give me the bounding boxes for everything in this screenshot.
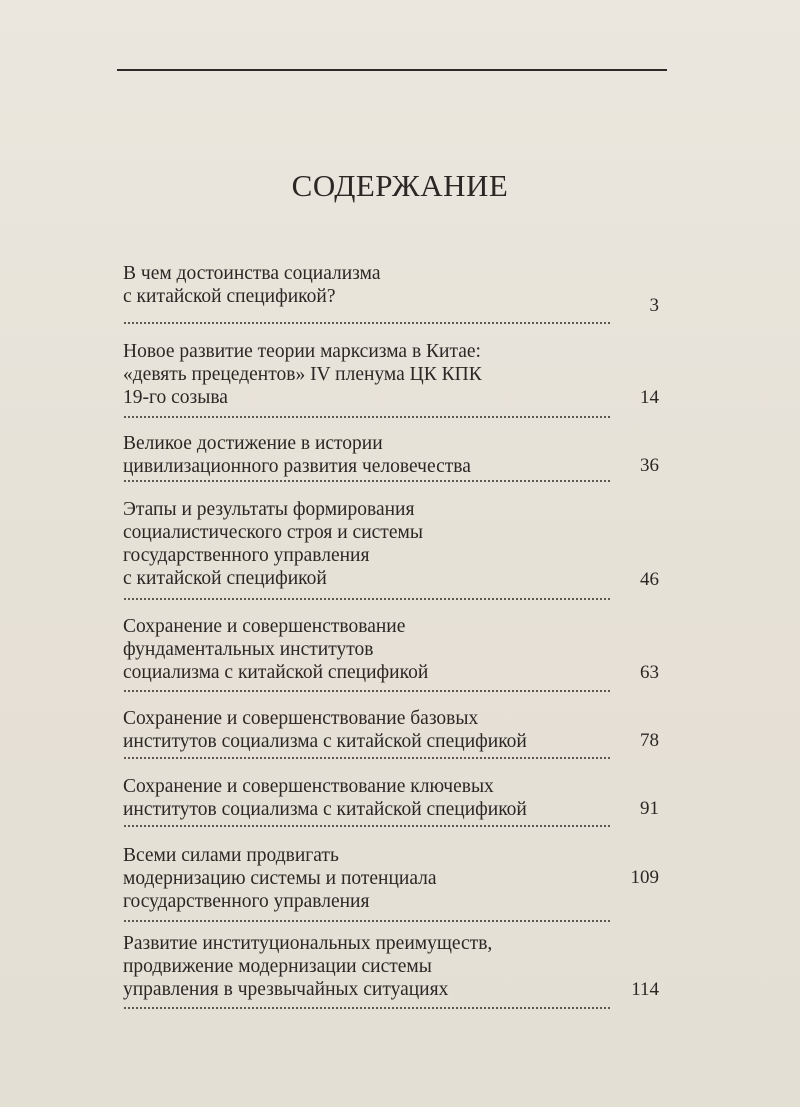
dotted-leader — [123, 825, 611, 827]
toc-entry-title — [123, 707, 593, 753]
dotted-leader — [123, 322, 611, 324]
toc-entry-page: 14 — [640, 387, 659, 408]
toc-entry-line: Сохранение и совершенствование ключевых — [123, 776, 494, 797]
toc-entry-title — [123, 615, 593, 684]
dotted-leader — [123, 480, 611, 482]
toc-entry-line: Сохранение и совершенствование — [123, 616, 406, 637]
toc-entry-line: цивилизационного развития человечества — [123, 456, 471, 477]
toc-entry-line: Великое достижение в истории — [123, 433, 383, 454]
dotted-leader — [123, 1007, 611, 1009]
toc-entry-line: Новое развитие теории марксизма в Китае: — [123, 341, 481, 362]
toc-entry-page: 3 — [649, 295, 659, 316]
toc-entry-line: продвижение модернизации системы — [123, 956, 432, 977]
dotted-leader — [123, 690, 611, 692]
toc-entry-line: социализма с китайской спецификой — [123, 662, 429, 683]
toc-entry-page: 36 — [640, 455, 659, 476]
toc-entry-title — [123, 262, 593, 308]
toc-entry-line: с китайской спецификой — [123, 568, 327, 589]
toc-entry-line: «девять прецедентов» IV пленума ЦК КПК — [123, 364, 482, 385]
toc-entry-line: управления в чрезвычайных ситуациях — [123, 979, 449, 1000]
toc-entry-page: 109 — [630, 867, 659, 888]
top-rule — [117, 69, 667, 71]
dotted-leader — [123, 416, 611, 418]
toc-entry-page: 114 — [631, 979, 659, 1000]
toc-entry-line: государственного управления — [123, 545, 370, 566]
toc-entry-page: 78 — [640, 730, 659, 751]
toc-entry-line: 19-го созыва — [123, 387, 228, 408]
toc-entry-title — [123, 498, 593, 590]
toc-entry-line: социалистического строя и системы — [123, 522, 423, 543]
toc-entry-page: 46 — [640, 569, 659, 590]
toc-entry-line: институтов социализма с китайской спецификой — [123, 799, 527, 820]
toc-entry-page: 63 — [640, 662, 659, 683]
toc-entry-title — [123, 432, 593, 478]
dotted-leader — [123, 920, 611, 922]
toc-entry-line: Этапы и результаты формирования — [123, 499, 415, 520]
toc-entry-title — [123, 340, 593, 409]
toc-entry-line: В чем достоинства социализма — [123, 263, 381, 284]
toc-entry-line: фундаментальных институтов — [123, 639, 374, 660]
toc-entry-line: Развитие институциональных преимуществ, — [123, 933, 493, 954]
toc-entry-line: с китайской спецификой? — [123, 286, 336, 307]
toc-entry-line: модернизацию системы и потенциала — [123, 868, 437, 889]
toc-entry-line: институтов социализма с китайской спецификой — [123, 731, 527, 752]
dotted-leader — [123, 598, 611, 600]
toc-entry-page: 91 — [640, 798, 659, 819]
toc-entry-line: государственного управления — [123, 891, 370, 912]
page-title: СОДЕРЖАНИЕ — [291, 168, 509, 203]
toc-entry-title — [123, 932, 593, 1001]
toc-entry-line: Сохранение и совершенствование базовых — [123, 708, 479, 729]
toc-entry-title — [123, 844, 593, 913]
dotted-leader — [123, 757, 611, 759]
toc-entry-title — [123, 775, 593, 821]
toc-entry-line: Всеми силами продвигать — [123, 845, 339, 866]
